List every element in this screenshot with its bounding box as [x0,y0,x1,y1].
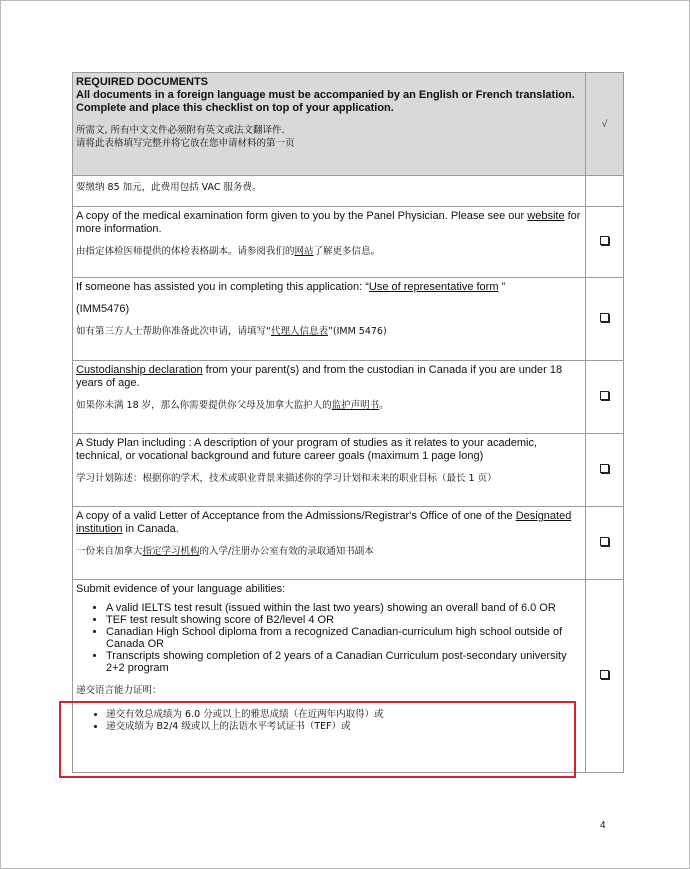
language-en-list [76,602,582,674]
required-documents-checklist [72,72,624,773]
fee-row [73,176,624,207]
acceptance-check-cell [586,507,624,580]
representative-row [73,278,624,361]
study-plan-cell [73,434,586,507]
website-link[interactable]: website [527,210,565,222]
representative-form-link[interactable]: Use of representative form [368,281,499,293]
custodianship-checkbox[interactable] [600,391,609,400]
custodianship-row [73,361,624,434]
representative-form-link-zh[interactable]: 代理人信息表 [270,326,328,337]
custodianship-link[interactable]: Custodianship declaration [76,364,203,376]
header-zh-line2: 请将此表格填写完整并将它放在您申请材料的第一页 [76,138,295,149]
representative-cell [73,278,586,361]
list-item: • Transcripts showing completion of 2 years of a Canadian Curriculum post-secondary university 2+2 program [106,650,582,674]
list-item: • 递交有效总成绩为 6.0 分或以上的雅思成绩（在近两年内取得）或 [106,709,582,721]
header-title: REQUIRED DOCUMENTS [76,76,209,88]
fee-cell [73,176,586,207]
representative-checkbox[interactable] [600,313,609,322]
header-cell [73,73,586,176]
study-plan-row [73,434,624,507]
custodianship-zh: 如果你未满 18 岁，那么你需要提供你父母及加拿大监护人的监护声明书。 [76,400,389,411]
medical-en: A copy of the medical examination form given to you by the Panel Physician. Please see our website for more information. [76,210,581,235]
list-item: • A valid IELTS test result (issued within the last two years) showing an overall band of 6.0 OR [106,602,582,614]
highlight-box [59,701,576,778]
medical-checkbox[interactable] [600,236,609,245]
custodianship-link-zh[interactable]: 监护声明书 [331,400,380,411]
study-plan-en: A Study Plan including : A description of your program of studies as it relates to your academic, technical, or vocational background and future career goals (maximum 1 page long) [76,437,538,462]
fee-text: 要缴纳 85 加元，此费用包括 VAC 服务费。 [76,182,262,193]
custodianship-cell [73,361,586,434]
medical-zh: 由指定体检医师提供的体检表格副本。请参阅我们的网站了解更多信息。 [76,246,381,257]
acceptance-zh: 一份来自加拿大指定学习机构的入学/注册办公室有效的录取通知书副本 [76,546,374,557]
acceptance-en: A copy of a valid Letter of Acceptance from the Admissions/Registrar's Office of one of the Designated institution in Canada. [76,510,572,535]
representative-en: If someone has assisted you in completing this application: “Use of representative form ” [76,281,506,293]
check-mark-icon: √ [601,118,608,130]
header-zh-line1: 所需文, 所有中文文件必须附有英文或法文翻译件. [76,125,285,136]
medical-row [73,207,624,278]
language-intro: Submit evidence of your language abilities: [76,583,286,595]
fee-check-cell [586,176,624,207]
page-number: 4 [600,820,606,831]
acceptance-row [73,507,624,580]
list-item: • Canadian High School diploma from a recognized Canadian-curriculum high school outside of Canada OR [106,626,582,650]
designated-institution-link-zh[interactable]: 指定学习机构 [142,546,200,557]
medical-check-cell [586,207,624,278]
acceptance-cell [73,507,586,580]
study-plan-check-cell [586,434,624,507]
header-check-cell [586,73,624,176]
header-row [73,73,624,176]
header-subtitle: All documents in a foreign language must be accompanied by an English or French translation. Complete and place this checklist on top of your application. [76,89,575,114]
medical-cell [73,207,586,278]
website-link-zh[interactable]: 网站 [294,246,314,257]
list-item: • 递交成绩为 B2/4 级或以上的法语水平考试证书（TEF）或 [106,721,582,733]
study-plan-checkbox[interactable] [600,464,609,473]
language-zh-intro: 递交语言能力证明： [76,685,162,696]
language-checkbox[interactable] [600,670,609,679]
representative-check-cell [586,278,624,361]
list-item: • TEF test result showing score of B2/level 4 OR [106,614,582,626]
language-check-cell [586,580,624,773]
representative-code: (IMM5476) [76,303,130,315]
custodianship-check-cell [586,361,624,434]
designated-institution-link[interactable]: Designated institution [76,510,572,535]
acceptance-checkbox[interactable] [600,537,609,546]
custodianship-en: Custodianship declaration from your parent(s) and from the custodian in Canada if you are under 18 years of age. [76,364,563,389]
study-plan-zh: 学习计划陈述：根据你的学术，技术或职业背景来描述你的学习计划和未来的职业目标（最长 1 页） [76,473,497,484]
representative-zh: 如有第三方人士帮助你准备此次申请，请填写“代理人信息表”(IMM 5476) [76,326,387,337]
